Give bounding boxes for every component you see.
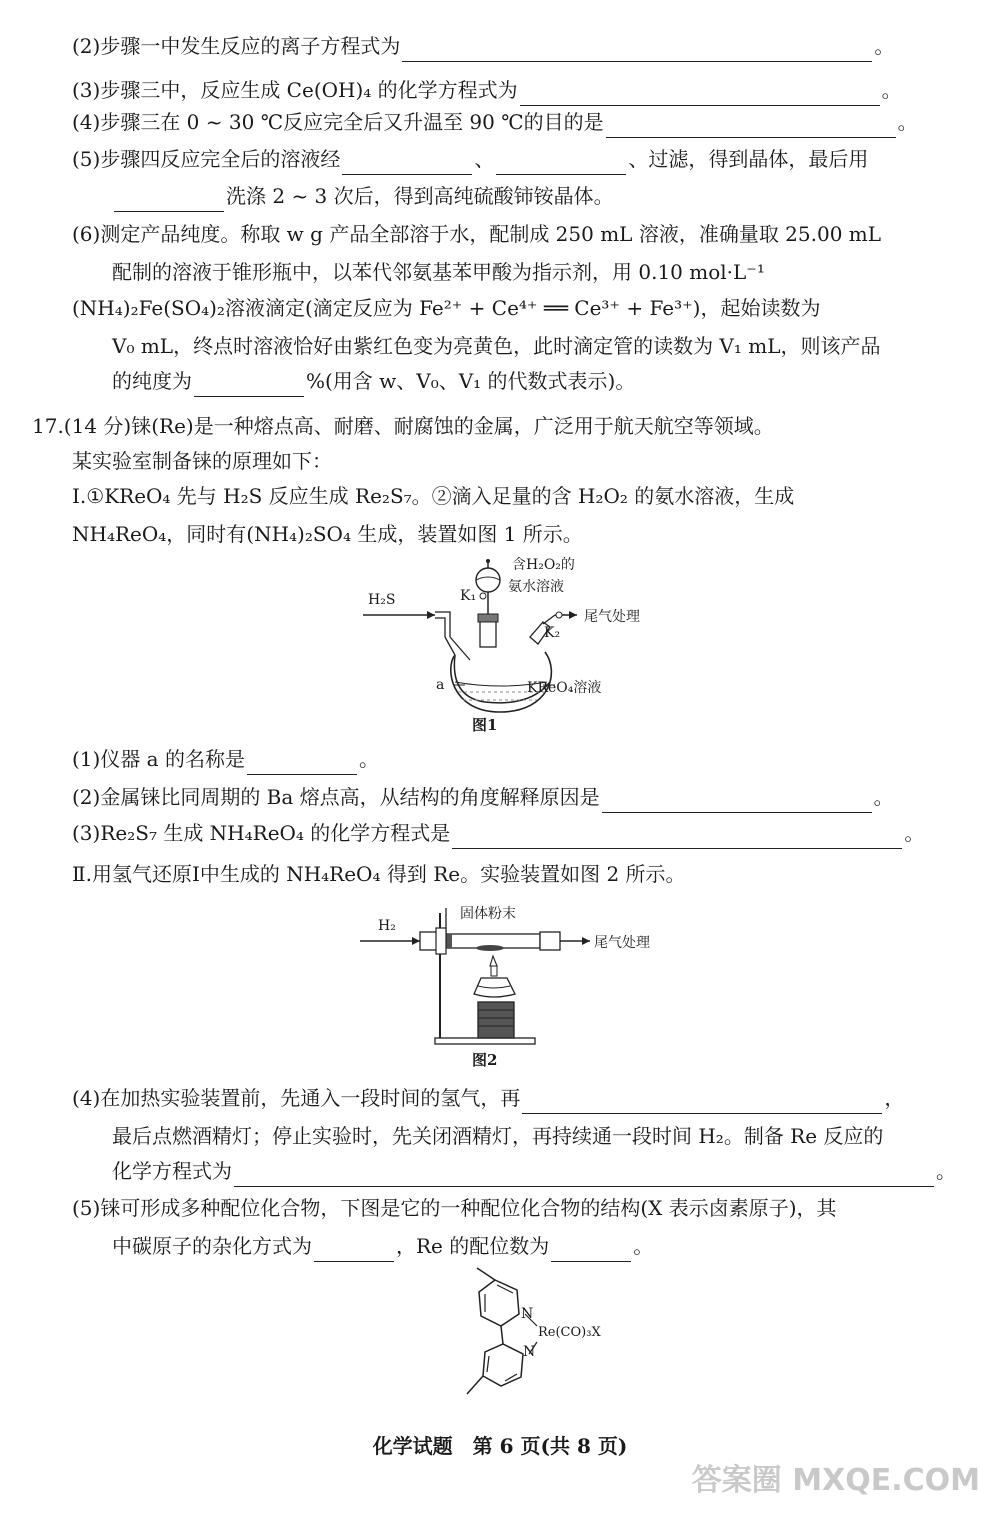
text-line [72, 292, 970, 324]
answer-blank[interactable] [194, 374, 304, 397]
fig1-k1-label: K₁ [460, 588, 477, 604]
text-segment: 。 [881, 78, 902, 102]
text-line [112, 365, 970, 397]
fig3-metal-label: Re(CO)₃X [538, 1325, 601, 1340]
text-segment: 。 [358, 747, 379, 771]
fig1-solution-label: KReO₄溶液 [527, 680, 602, 696]
answer-blank[interactable] [314, 1239, 394, 1262]
fig2-exhaust-label: 尾气处理 [594, 935, 650, 951]
text-segment: 。 [633, 1234, 654, 1258]
fig2-powder-label: 固体粉末 [460, 906, 516, 922]
answer-blank[interactable] [606, 115, 896, 138]
answer-blank[interactable] [247, 752, 357, 775]
answer-blank[interactable] [402, 39, 872, 62]
text-segment: (1)仪器 a 的名称是 [72, 747, 245, 771]
text-segment: 。 [874, 34, 895, 58]
text-segment: 某实验室制备铼的原理如下： [72, 449, 332, 473]
text-segment: V₀ mL，终点时溶液恰好由紫红色变为亮黄色，此时滴定管的读数为 V₁ mL，则该产品 [112, 334, 881, 358]
answer-blank[interactable] [520, 83, 880, 106]
fig3-n-top: N [521, 1306, 534, 1322]
text-line [72, 218, 970, 250]
fig1-funnel-label: 含H₂O₂的 [512, 557, 575, 573]
text-line [32, 410, 970, 442]
text-line [72, 74, 970, 106]
fig1-exhaust-label: 尾气处理 [584, 609, 640, 625]
text-line [72, 518, 970, 550]
text-segment: Ⅱ.用氢气还原Ⅰ中生成的 NH₄ReO₄ 得到 Re。实验装置如图 2 所示。 [72, 862, 686, 886]
text-segment: 、 [474, 147, 495, 171]
answer-blank[interactable] [602, 790, 872, 813]
text-line [72, 817, 970, 849]
text-segment: 。 [936, 1159, 956, 1183]
text-segment: 。 [904, 821, 925, 845]
text-segment: 洗涤 2 ~ 3 次后，得到高纯硫酸铈铵晶体。 [226, 184, 614, 208]
fig1-caption: 图1 [472, 716, 498, 734]
text-line [72, 480, 970, 512]
answer-blank[interactable] [551, 1239, 631, 1262]
fig1-a-label: a [436, 677, 445, 693]
text-segment: (4)在加热实验装置前，先通入一段时间的氢气，再 [72, 1086, 521, 1110]
text-segment: ，Re 的配位数为 [396, 1234, 550, 1258]
text-segment: (6)测定产品纯度。称取 w g 产品全部溶于水，配制成 250 mL 溶液，准确量取 25.00 mL [72, 222, 882, 246]
text-line [112, 256, 970, 288]
text-segment: (2)金属铼比同周期的 Ba 熔点高，从结构的角度解释原因是 [72, 785, 600, 809]
text-segment: %(用含 w、V₀、V₁ 的代数式表示)。 [306, 369, 636, 393]
text-line [72, 106, 970, 138]
watermark-logo: 答案圈 MXQE.COM [691, 1463, 980, 1498]
text-segment: NH₄ReO₄，同时有(NH₄)₂SO₄ 生成，装置如图 1 所示。 [72, 522, 583, 546]
text-line [72, 858, 970, 890]
text-segment: (5)铼可形成多种配位化合物，下图是它的一种配位化合物的结构(X 表示卤素原子)，其 [72, 1196, 837, 1220]
fig2-h2-label: H₂ [378, 918, 396, 934]
answer-blank[interactable] [452, 826, 902, 849]
text-line [112, 1155, 970, 1187]
text-segment: (4)步骤三在 0 ~ 30 ℃反应完全后又升温至 90 ℃的目的是 [72, 110, 604, 134]
answer-blank[interactable] [342, 152, 472, 175]
text-segment: 。 [873, 785, 894, 809]
fig1-h2s-label: H₂S [368, 592, 396, 608]
text-segment: 中碳原子的杂化方式为 [112, 1234, 312, 1258]
text-segment: (2)步骤一中发生反应的离子方程式为 [72, 34, 401, 58]
text-segment: 最后点燃酒精灯；停止实验时，先关闭酒精灯，再持续通一段时间 H₂。制备 Re 反应的 [112, 1124, 884, 1148]
answer-blank[interactable] [522, 1091, 882, 1114]
text-line [72, 143, 970, 175]
text-segment: (5)步骤四反应完全后的溶液经 [72, 147, 341, 171]
fig1-k2-label: K₂ [544, 625, 561, 641]
fig1-funnel-label-2: 氨水溶液 [508, 579, 564, 595]
text-line [112, 330, 970, 362]
fig3-n-bottom: N [523, 1344, 536, 1360]
fig2-caption: 图2 [472, 1051, 498, 1069]
text-segment: 化学方程式为 [112, 1159, 232, 1183]
text-segment: ， [884, 1086, 905, 1110]
text-segment: 17.(14 分)铼(Re)是一种熔点高、耐磨、耐腐蚀的金属，广泛用于航天航空等领域。 [32, 414, 774, 438]
text-line [112, 1120, 970, 1152]
text-line [72, 30, 970, 62]
text-segment: 。 [897, 110, 918, 134]
text-segment: (3)Re₂S₇ 生成 NH₄ReO₄ 的化学方程式是 [72, 821, 451, 845]
text-line [112, 1230, 970, 1262]
answer-blank[interactable] [114, 189, 224, 212]
text-segment: Ⅰ.①KReO₄ 先与 H₂S 反应生成 Re₂S₇。②滴入足量的含 H₂O₂ 的氨水溶液，生成 [72, 484, 795, 508]
text-segment: (3)步骤三中，反应生成 Ce(OH)₄ 的化学方程式为 [72, 78, 518, 102]
answer-blank[interactable] [496, 152, 626, 175]
text-line [72, 1082, 970, 1114]
text-line [112, 180, 970, 212]
text-segment: 的纯度为 [112, 369, 192, 393]
answer-blank[interactable] [234, 1164, 934, 1187]
text-line [72, 445, 970, 477]
text-segment: 、过滤，得到晶体，最后用 [628, 147, 869, 171]
text-line [72, 743, 970, 775]
text-line [72, 781, 970, 813]
text-segment: 配制的溶液于锥形瓶中，以苯代邻氨基苯甲酸为指示剂，用 0.10 mol·L⁻¹ [112, 260, 765, 284]
page-footer: 化学试题 第 6 页(共 8 页) [372, 1434, 628, 1458]
text-segment: (NH₄)₂Fe(SO₄)₂溶液滴定(滴定反应为 Fe²⁺ + Ce⁴⁺ ══ Ce³⁺ + Fe³⁺)，起始读数为 [72, 296, 821, 320]
text-line [72, 1192, 970, 1224]
